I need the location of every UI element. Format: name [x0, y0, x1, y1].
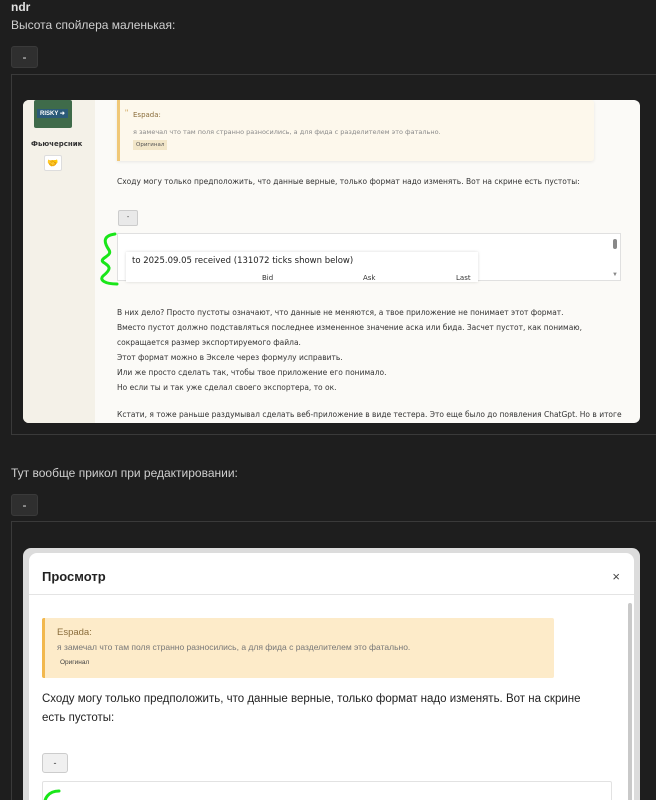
message-paragraph: Кстати, я тоже раньше раздумывал сделать веб-приложение в виде тестера. Это еще было до появления ChatGpt. Но в итоге	[117, 410, 622, 419]
spoiler-toggle-button-2[interactable]: -	[11, 494, 38, 516]
quote-author: Espada:	[133, 111, 161, 119]
inner-spoiler-button: -	[42, 753, 68, 773]
highlight-scribble-icon	[95, 230, 125, 288]
message-paragraph: Этот формат можно в Экселе через формулу исправить.	[117, 353, 343, 362]
quote-text: я замечал что там поля странно разносились, а для фида с разделителем это фатально.	[57, 642, 411, 652]
quote-block	[117, 100, 594, 161]
avatar	[34, 100, 72, 128]
scrollbar-track	[628, 603, 632, 800]
message-intro: Сходу могу только предположить, что данные верные, только формат надо изменять. Вот на скрине есть пустоты:	[117, 177, 580, 186]
attached-screenshot-2[interactable]	[23, 548, 640, 800]
column-bid: Bid	[262, 274, 274, 282]
message-paragraph: Вместо пустот должно подставляться последнее измененное значение аска или бида. Засчет пустот, как понимаю,	[117, 323, 582, 332]
divider	[29, 594, 634, 595]
post-text-line-1: Высота спойлера маленькая:	[11, 18, 176, 32]
ticks-table-card	[126, 252, 478, 282]
post-author[interactable]: ndr	[11, 0, 31, 14]
quote-original-link: Оригинал	[133, 140, 167, 150]
quote-block	[42, 618, 554, 678]
preview-dialog	[29, 553, 634, 800]
attached-screenshot-1[interactable]	[23, 100, 640, 423]
column-ask: Ask	[363, 274, 376, 282]
quote-mark-icon: "	[125, 108, 129, 118]
quote-author: Espada:	[57, 627, 92, 638]
inner-spoiler-content	[117, 233, 621, 281]
inner-spoiler-content	[42, 781, 612, 800]
inner-spoiler-button: -	[118, 210, 138, 226]
avatar-label: RISKY ➜	[37, 109, 68, 118]
message-intro: Сходу могу только предположить, что данные верные, только формат надо изменять. Вот на скрине есть пустоты:	[42, 693, 581, 724]
message-paragraph: В них дело? Просто пустоты означают, что данные не меняются, а твое приложение не понимает этот формат.	[117, 308, 564, 317]
user-nickname: Фьючерсник	[31, 140, 83, 148]
spoiler-toggle-button-1[interactable]: -	[11, 46, 38, 68]
handshake-icon: 🤝	[44, 155, 62, 171]
column-last: Last	[456, 274, 471, 282]
message-paragraph: сокращается размер экспортируемого файла.	[117, 338, 301, 347]
message-paragraph: Но если ты и так уже сделал своего экспортера, то ок.	[117, 383, 337, 392]
highlight-scribble-icon	[37, 788, 67, 800]
ticks-table-title: to 2025.09.05 received (131072 ticks shown below)	[132, 256, 354, 266]
quote-original-link: Оригинал	[60, 659, 90, 666]
quote-text: я замечал что там поля странно разносились, а для фида с разделителем это фатально.	[133, 128, 441, 136]
scroll-down-icon: ▼	[612, 272, 618, 278]
post-text-line-2: Тут вообще прикол при редактировании:	[11, 466, 238, 480]
user-sidebar	[23, 100, 95, 423]
message-paragraph: Или же просто сделать так, чтобы твое приложение его понимало.	[117, 368, 387, 377]
dialog-title: Просмотр	[42, 569, 106, 584]
scrollbar-thumb	[613, 239, 617, 249]
close-icon: ×	[612, 569, 620, 584]
